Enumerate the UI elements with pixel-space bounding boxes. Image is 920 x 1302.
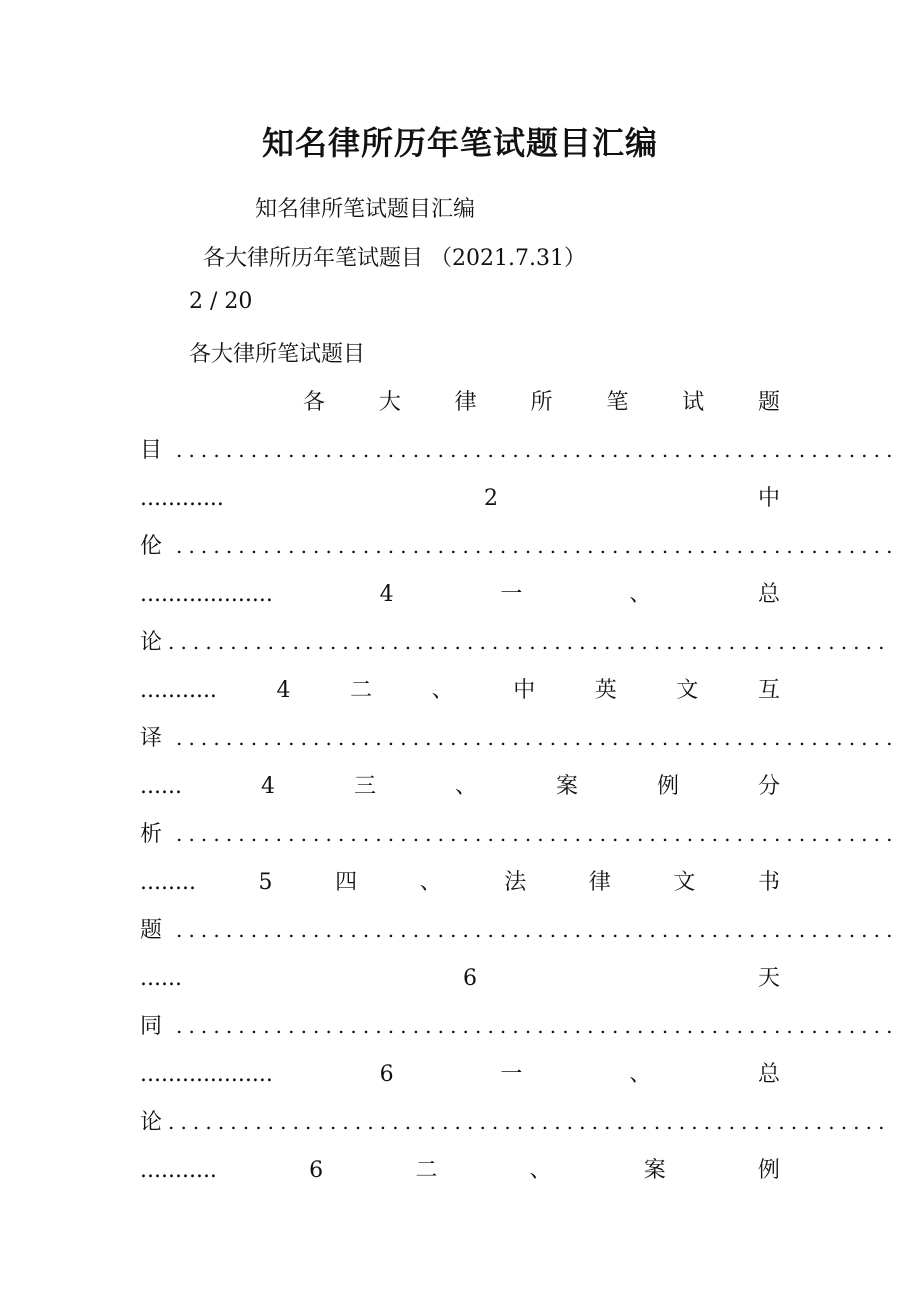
toc-char: 试 [682,390,705,415]
toc-leader-row [140,913,899,944]
subheading-date: 各大律所历年笔试题目 （2021.7.31） [203,246,586,271]
toc-char: 例 [757,1158,780,1183]
toc-leader-row [140,1009,899,1040]
toc-char: 、 [629,1062,652,1087]
toc-char: 二 [350,678,373,703]
toc-entry-row [140,1057,780,1088]
toc-char: 中 [513,678,536,703]
toc-page-number: 6 [379,1062,394,1087]
toc-char: 中 [757,486,780,511]
toc-page-number: 5 [258,870,273,895]
toc-dots: .......................................................... [168,1110,891,1134]
toc-dots: .......................................................... [176,918,899,942]
toc-char: 、 [629,582,652,607]
toc-page-number: 6 [462,966,477,991]
toc-page-number: 4 [379,582,394,607]
toc-lead-char: 析 [140,822,163,847]
toc-char: 笔 [606,390,629,415]
toc-dots: ............ [140,486,224,511]
section-heading: 各大律所笔试题目 [189,342,366,367]
document-title: 知名律所历年笔试题目汇编 [261,124,658,162]
toc-char: 所 [530,390,553,415]
toc-char: 天 [757,966,780,991]
toc-heading-row [303,385,780,416]
page-counter: 2 / 20 [189,289,253,314]
toc-char: 例 [656,774,679,799]
toc-lead-char: 论 [140,1110,163,1135]
toc-dots: .......................................................... [176,822,899,846]
toc-char: 各 [303,390,326,415]
toc-leader-row [140,1105,891,1136]
toc-lead-char: 论 [140,630,163,655]
toc-char: 律 [588,870,611,895]
toc-char: 案 [555,774,578,799]
toc-char: 、 [529,1158,552,1183]
toc-char: 、 [431,678,454,703]
toc-char: 法 [504,870,527,895]
toc-leader-row [140,433,899,464]
toc-entry-row [140,577,780,608]
toc-lead-char: 题 [140,918,163,943]
toc-leader-row [140,817,899,848]
toc-char: 文 [676,678,699,703]
toc-entry-row [140,1153,780,1184]
toc-dots: .......................................................... [176,1014,899,1038]
toc-char: 律 [454,390,477,415]
toc-char: 分 [757,774,780,799]
toc-char: 互 [757,678,780,703]
toc-char: 书 [757,870,780,895]
toc-char: 、 [454,774,477,799]
toc-entry-row [140,961,780,992]
toc-page-number: 2 [483,486,498,511]
toc-char: 英 [594,678,617,703]
toc-char: 一 [500,1062,523,1087]
toc-dots: ........ [140,870,196,895]
subtitle: 知名律所笔试题目汇编 [255,197,476,222]
toc-char: 一 [500,582,523,607]
toc-lead-char: 目 [140,438,163,463]
toc-char: 案 [643,1158,666,1183]
toc-dots: ...... [140,966,182,991]
toc-leader-row [140,721,899,752]
toc-leader-row [140,625,891,656]
toc-char: 三 [353,774,376,799]
toc-page-number: 4 [276,678,291,703]
toc-dots: .......................................................... [176,726,899,750]
toc-char: 总 [757,1062,780,1087]
toc-entry-row [140,865,780,896]
toc-char: 总 [757,582,780,607]
toc-dots: ................... [140,1062,273,1087]
toc-char: 文 [673,870,696,895]
toc-dots: .......................................................... [176,438,899,462]
toc-page-number: 4 [260,774,275,799]
toc-lead-char: 同 [140,1014,163,1039]
toc-char: 大 [378,390,401,415]
toc-dots: .......................................................... [176,534,899,558]
toc-dots: .......................................................... [168,630,891,654]
toc-char: 四 [335,870,358,895]
toc-entry-row [140,769,780,800]
toc-entry-row [140,481,780,512]
toc-dots: ........... [140,678,217,703]
toc-dots: ................... [140,582,273,607]
toc-page-number: 6 [309,1158,324,1183]
toc-leader-row [140,529,899,560]
toc-entry-row [140,673,780,704]
toc-dots: ........... [140,1158,217,1183]
toc-lead-char: 译 [140,726,163,751]
toc-dots: ...... [140,774,182,799]
toc-char: 题 [757,390,780,415]
toc-lead-char: 伦 [140,534,163,559]
toc-char: 二 [415,1158,438,1183]
toc-char: 、 [419,870,442,895]
